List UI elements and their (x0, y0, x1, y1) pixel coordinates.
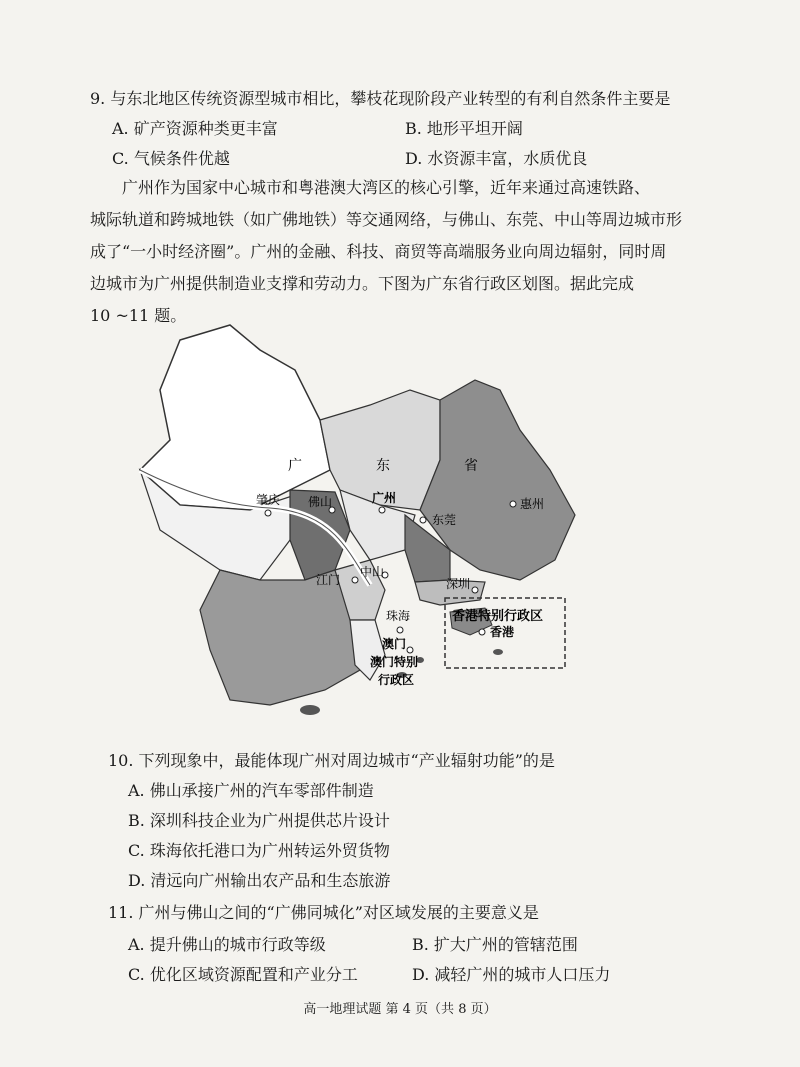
q10-option-a: A. 佛山承接广州的汽车零部件制造 (128, 781, 374, 800)
map-island (300, 705, 320, 715)
q11-option-a: A. 提升佛山的城市行政等级 (128, 935, 326, 954)
city-label-zhaoqing: 肇庆 (256, 493, 281, 507)
passage-line-2: 城际轨道和跨城地铁（如广佛地铁）等交通网络，与佛山、东莞、中山等周边城市形 (90, 210, 683, 229)
passage-line-3: 成了“一小时经济圈”。广州的金融、科技、商贸等高端服务业向周边辐射，同时周 (90, 242, 667, 261)
passage-line-1: 广州作为国家中心城市和粤港澳大湾区的核心引擎，近年来通过高速铁路、 (122, 178, 651, 197)
q11-option-b: B. 扩大广州的管辖范围 (412, 935, 578, 954)
map-island (493, 649, 503, 655)
macau-label-2: 澳门特别 (370, 655, 419, 669)
province-char: 东 (376, 458, 390, 474)
city-marker (420, 517, 426, 523)
province-char: 广 (288, 458, 302, 474)
city-marker (352, 577, 358, 583)
city-label-shenzhen: 深圳 (446, 577, 471, 591)
q9-stem: 9. 与东北地区传统资源型城市相比，攀枝花现阶段产业转型的有利自然条件主要是 (90, 89, 671, 108)
page-footer: 高一地理试题 第 4 页（共 8 页） (303, 1002, 497, 1017)
q11-stem: 11. 广州与佛山之间的“广佛同城化”对区域发展的主要意义是 (108, 903, 539, 922)
city-marker (265, 510, 271, 516)
passage (90, 172, 690, 332)
city-label-dongguan: 东莞 (432, 513, 457, 527)
q10-stem: 10. 下列现象中，最能体现广州对周边城市“产业辐射功能”的是 (108, 751, 555, 770)
macau-label-1: 澳门 (382, 637, 407, 651)
city-marker (479, 629, 485, 635)
city-marker (397, 627, 403, 633)
city-label-jiangmen: 江门 (316, 573, 341, 587)
city-label-zhongshan: 中山 (360, 565, 385, 579)
city-label-huizhou: 惠州 (520, 497, 545, 511)
hongkong-sar-label: 香港特别行政区 (452, 609, 544, 624)
city-label-zhuhai: 珠海 (386, 609, 411, 623)
q10-option-b: B. 深圳科技企业为广州提供芯片设计 (128, 811, 390, 830)
q9-option-a: A. 矿产资源种类更丰富 (112, 119, 278, 138)
city-label-guangzhou: 广州 (372, 491, 397, 505)
passage-line-4: 边城市为广州提供制造业支撑和劳动力。下图为广东省行政区划图。据此完成 (90, 274, 635, 293)
q11-option-d: D. 减轻广州的城市人口压力 (412, 965, 611, 984)
city-marker (379, 507, 385, 513)
q10-option-c: C. 珠海依托港口为广州转运外贸货物 (128, 841, 390, 860)
passage-line-5: 10 ~11 题。 (90, 306, 187, 325)
city-marker (407, 647, 413, 653)
macau-label-3: 行政区 (378, 673, 415, 687)
province-char: 省 (464, 458, 478, 474)
q9-option-d: D. 水资源丰富，水质优良 (405, 149, 588, 168)
q9-option-c: C. 气候条件优越 (112, 149, 230, 168)
city-marker (472, 587, 478, 593)
map-region-jiangmen (200, 570, 360, 705)
q9-option-b: B. 地形平坦开阔 (405, 119, 523, 138)
city-label-foshan: 佛山 (308, 495, 333, 509)
guangdong-map (120, 320, 600, 740)
city-label-hongkong: 香港 (490, 625, 515, 639)
city-marker (510, 501, 516, 507)
q10-option-d: D. 清远向广州输出农产品和生态旅游 (128, 871, 391, 890)
q11-option-c: C. 优化区域资源配置和产业分工 (128, 965, 358, 984)
